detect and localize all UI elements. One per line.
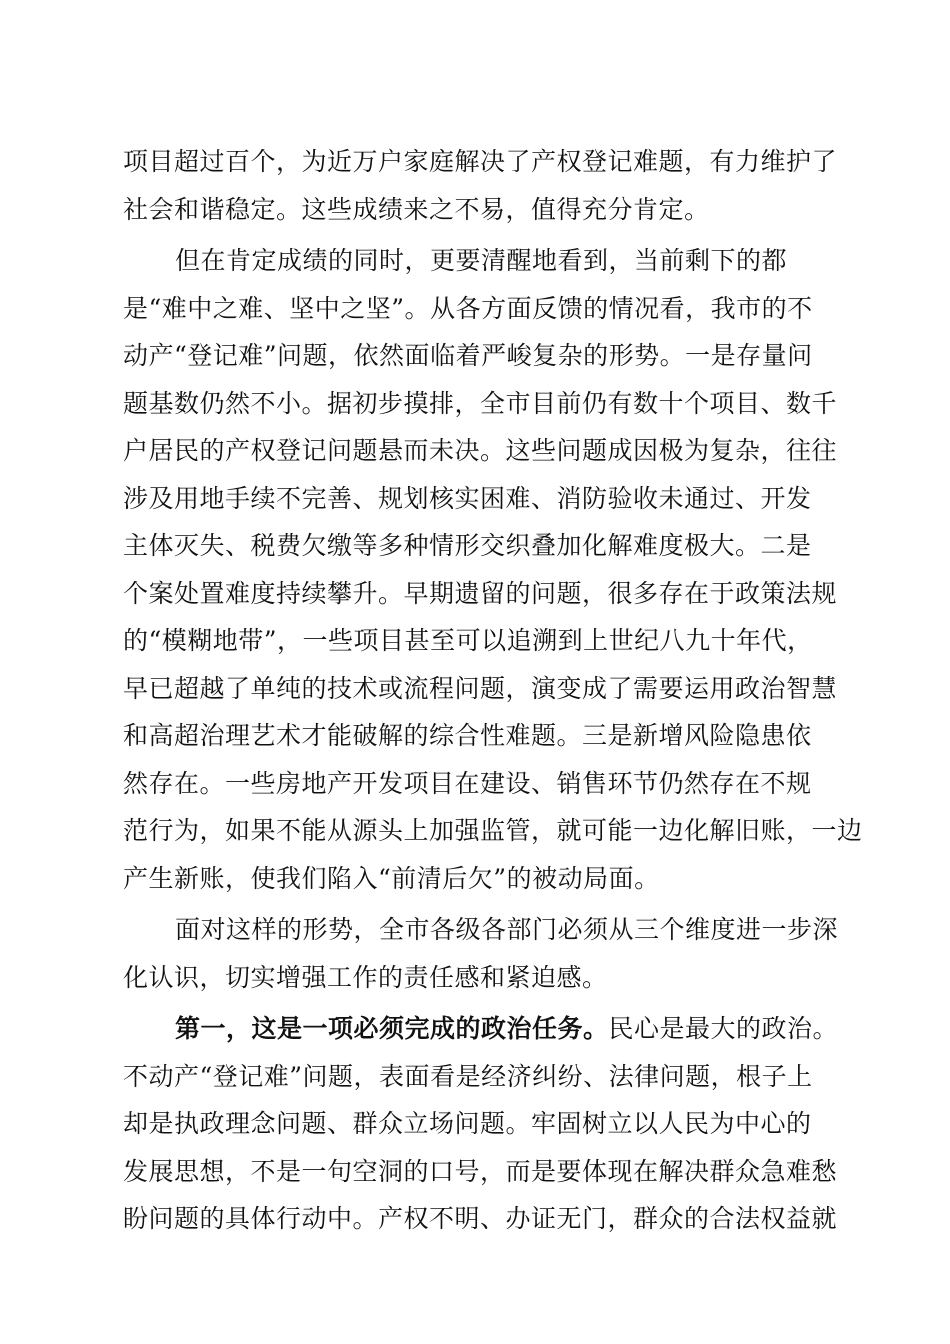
paragraph-2 — [123, 237, 863, 902]
paragraph-line: 却是执政理念问题、群众立场问题。牢固树立以人民为中心的 — [123, 1109, 812, 1138]
paragraph-line: 发展思想，不是一句空洞的口号，而是要体现在解决群众急难愁 — [123, 1156, 838, 1186]
paragraph-3 — [123, 906, 839, 1001]
paragraph-line: 题基数仍然不小。据初步摸排，全市目前仍有数十个项目、数千 — [123, 388, 838, 418]
paragraph-line: 化认识，切实增强工作的责任感和紧迫感。 — [123, 962, 608, 992]
paragraph-line: 项目超过百个，为近万户家庭解决了产权登记难题，有力维护了 — [123, 147, 838, 176]
document-body — [123, 138, 863, 1247]
paragraph-line: 产生新账，使我们陷入“前清后欠”的被动局面。 — [123, 863, 660, 893]
paragraph-line: 的“模糊地带”，一些项目甚至可以追溯到上世纪八九十年代， — [123, 626, 813, 655]
paragraph-4 — [123, 1005, 839, 1243]
paragraph-line — [123, 1005, 839, 1053]
bold-lead-text: 第一，这是一项必须完成的政治任务。 — [175, 1014, 609, 1043]
paragraph-line: 但在肯定成绩的同时，更要清醒地看到，当前剩下的都 — [175, 246, 788, 275]
paragraph-line: 然存在。一些房地产开发项目在建设、销售环节仍然存在不规 — [123, 768, 812, 798]
paragraph-line: 主体灭失、税费欠缴等多种情形交织叠加化解难度极大。二是 — [123, 531, 812, 560]
paragraph-line: 不动产“登记难”问题，表面看是经济纠纷、法律问题，根子上 — [123, 1061, 813, 1091]
paragraph-line: 范行为，如果不能从源头上加强监管，就可能一边化解旧账，一边 — [123, 816, 863, 845]
paragraph-1 — [123, 138, 838, 233]
paragraph-line: 社会和谐稳定。这些成绩来之不易，值得充分肯定。 — [123, 194, 710, 224]
paragraph-line: 和高超治理艺术才能破解的综合性难题。三是新增风险隐患依 — [123, 721, 812, 750]
paragraph-line: 是“难中之难、坚中之坚”。从各方面反馈的情况看，我市的不 — [123, 293, 813, 323]
paragraph-line: 个案处置难度持续攀升。早期遗留的问题，很多存在于政策法规 — [123, 578, 838, 608]
paragraph-line-rest: 民心是最大的政治。 — [608, 1014, 839, 1043]
paragraph-line: 涉及用地手续不完善、规划核实困难、消防验收未通过、开发 — [123, 483, 812, 513]
paragraph-line: 户居民的产权登记问题悬而未决。这些问题成因极为复杂，往往 — [123, 436, 838, 465]
paragraph-line: 早已超越了单纯的技术或流程问题，演变成了需要运用政治智慧 — [123, 673, 838, 703]
paragraph-line: 动产“登记难”问题，依然面临着严峻复杂的形势。一是存量问 — [123, 341, 813, 370]
paragraph-line: 盼问题的具体行动中。产权不明、办证无门，群众的合法权益就 — [123, 1204, 838, 1233]
paragraph-line: 面对这样的形势，全市各级各部门必须从三个维度进一步深 — [175, 915, 839, 944]
